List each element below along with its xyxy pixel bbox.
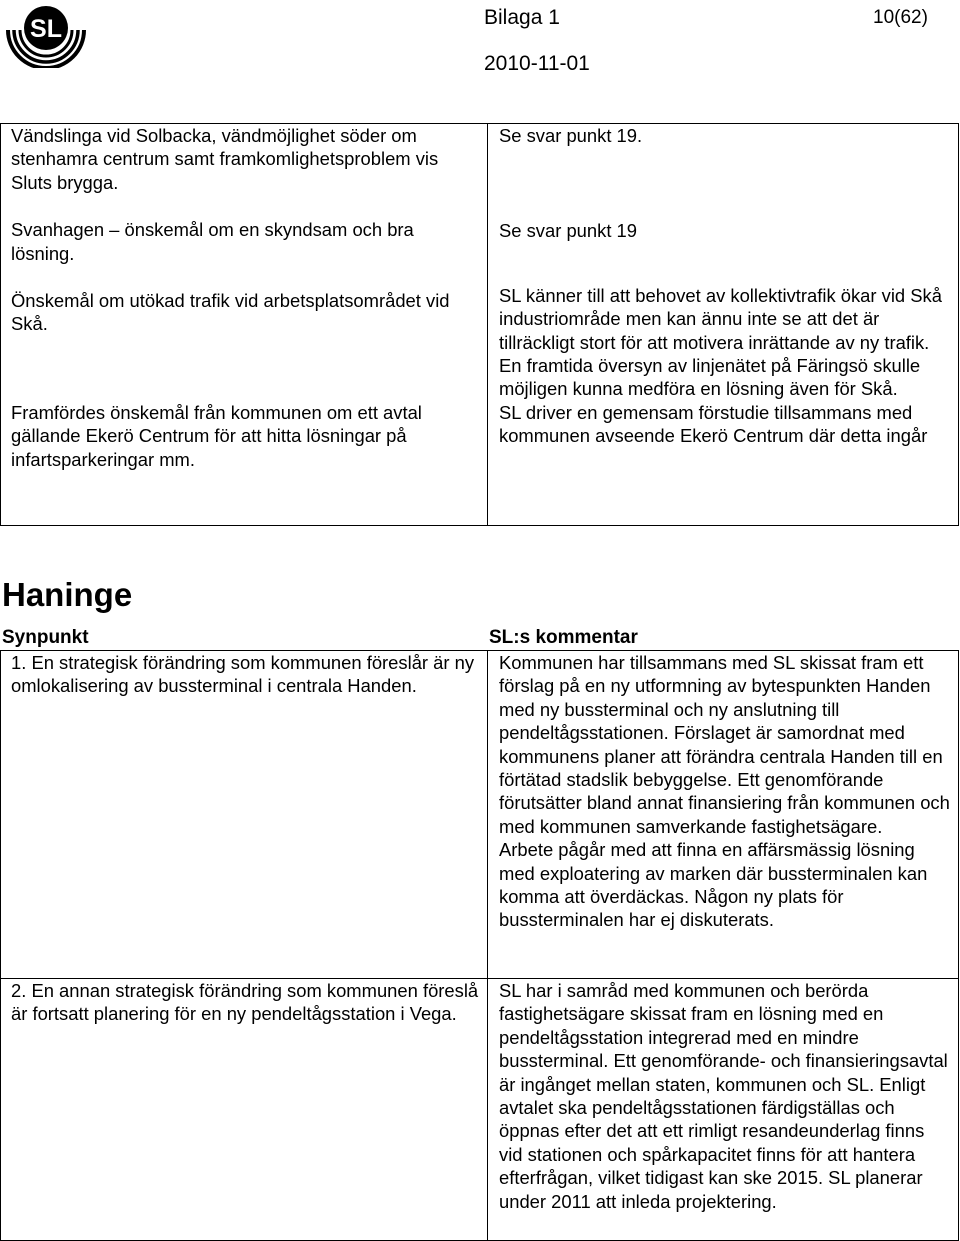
synpunkt-text: Svanhagen – önskemål om en skyndsam och bra lösning. (11, 219, 414, 264)
table-row (1, 124, 959, 526)
section-heading: Haninge (2, 576, 133, 613)
table-cell-synpunkt (1, 124, 488, 526)
page-number: 10(62) (873, 7, 928, 28)
document-date: 2010-11-01 (484, 52, 590, 75)
kommentar-text: Se svar punkt 19. (499, 125, 643, 146)
kommentar-text: SL driver en gemensam förstudie tillsammans med kommunen avseende Ekerö Centrum där detta ingår (499, 401, 928, 447)
synpunkt-text: 1. En strategisk förändring som kommunen föreslår är ny omlokalisering av bussterminal i centrala Handen. (11, 652, 475, 697)
column-header-kommentar: SL:s kommentar (489, 627, 638, 648)
kommentar-text: Kommunen har tillsammans med SL skissat fram ett förslag på en ny utformning av bytespunkten Handen med ny bussterminal och ny anslutning till pendeltågsstationen. Förslaget är samordnat med kommunens planer att förändra centrala Handen till en förtätad stadslik bebyggelse. Ett genomförande förutsätter bland annat finansiering från kommunen och med kommunen samverkande fastighetsägare. (499, 652, 950, 837)
sl-logo (4, 0, 88, 68)
comments-table-ekero (0, 123, 959, 526)
synpunkt-text: 2. En annan strategisk förändring som kommunen föreslå är fortsatt planering för en ny pendeltågsstation i Vega. (11, 980, 479, 1025)
comments-table-haninge (0, 650, 959, 1241)
table-cell-kommentar (488, 979, 959, 1241)
kommentar-text: Se svar punkt 19 (499, 220, 638, 242)
table-row (1, 979, 959, 1241)
synpunkt-text: Framfördes önskemål från kommunen om ett avtal gällande Ekerö Centrum för att hitta lösningar på infartsparkeringar mm. (11, 401, 422, 470)
kommentar-text: Arbete pågår med att finna en affärsmässig lösning med exploatering av marken där bussterminalen kan komma att överdäckas. Någon ny plats för bussterminalen har ej diskuterats. (499, 839, 928, 931)
kommentar-text: SL har i samråd med kommunen och berörda fastighetsägare skissat fram en lösning med en pendeltågsstation integrerad med en mindre bussterminal. Ett genomförande- och finansieringsavtal är ingånget mellan staten, kommunen och SL. Enligt avtalet ska pendeltågsstationen färdigställas och öppnas efter det att ett rimligt resandeunderlag finns vid stationen och spårkapacitet finns för att hantera efterfrågan, vilket tidigast kan ske 2015. SL planerar under 2011 att inleda projektering. (499, 980, 948, 1212)
column-header-synpunkt: Synpunkt (2, 627, 89, 648)
table-row (1, 651, 959, 979)
table-cell-synpunkt (1, 651, 488, 979)
table-cell-synpunkt (1, 979, 488, 1241)
kommentar-text: SL känner till att behovet av kollektivtrafik ökar vid Skå industriområde men kan ännu inte se att det är tillräckligt stort för att motivera inrättande av ny trafik. En framtida översyn av linjenätet på Färingsö skulle möjligen kunna medföra en lösning även för Skå. (499, 284, 942, 400)
table-cell-kommentar (488, 651, 959, 979)
document-title: Bilaga 1 (484, 6, 560, 29)
synpunkt-text: Önskemål om utökad trafik vid arbetsplatsområdet vid Skå. (11, 290, 450, 335)
synpunkt-text: Vändslinga vid Solbacka, vändmöjlighet söder om stenhamra centrum samt framkomlighetsproblem vis Sluts brygga. (11, 125, 439, 193)
table-cell-kommentar (488, 124, 959, 526)
logo-text: SL (30, 15, 62, 43)
